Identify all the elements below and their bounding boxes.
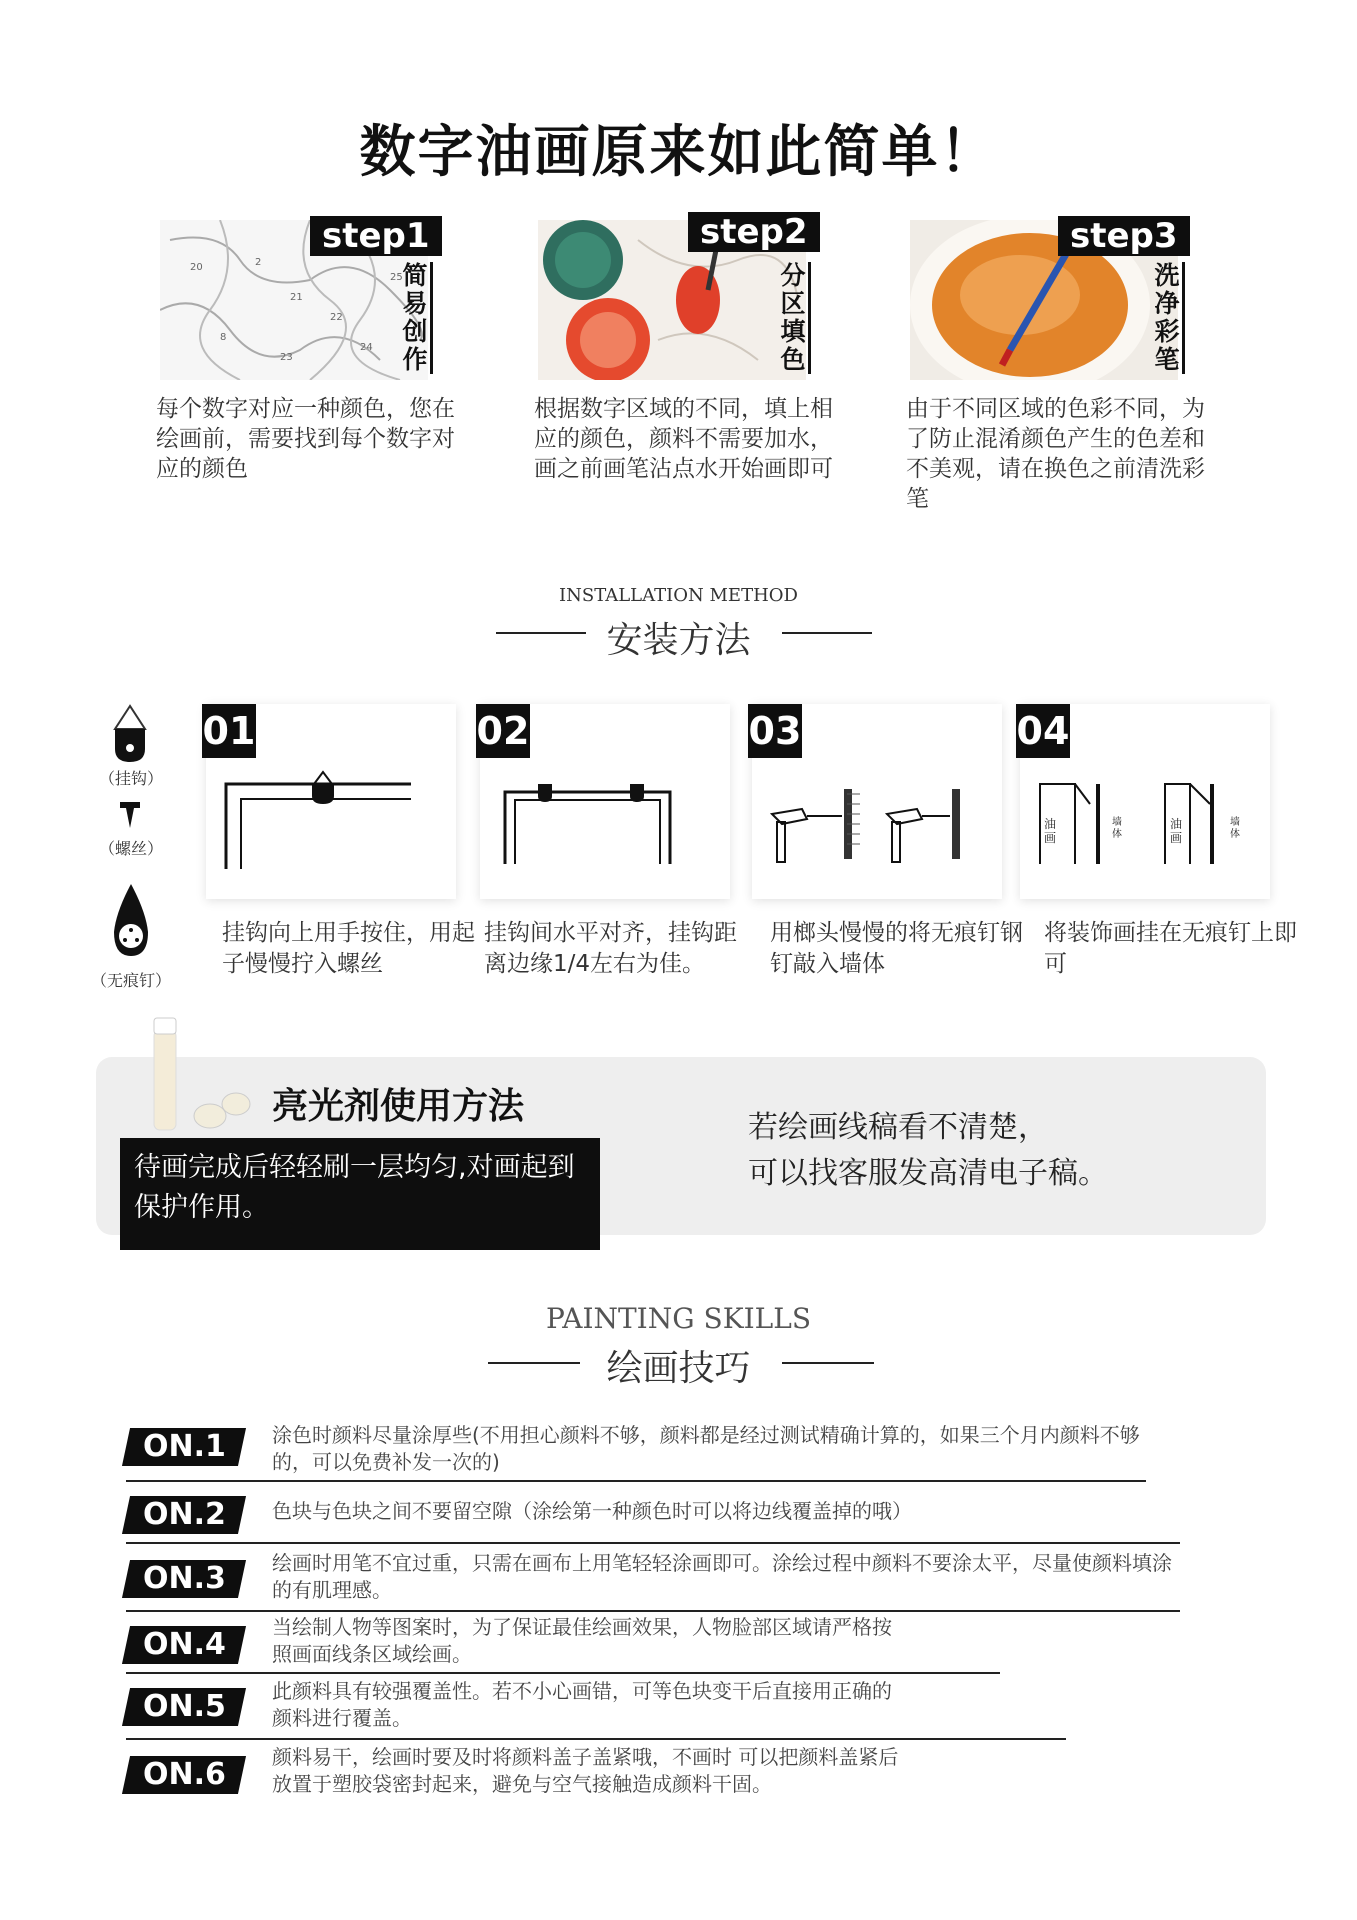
step3-side-label: 洗净彩笔 [1152,262,1185,374]
svg-text:8: 8 [220,332,227,343]
install-step-4-description: 将装饰画挂在无痕钉上即可 [1044,920,1297,977]
step1-side-label: 简易创作 [400,262,433,374]
tip-badge-2 [122,1496,246,1534]
tip-divider [126,1672,1000,1674]
tip-text-6: 颜料易干，绘画时要及时将颜料盖子盖紧哦，不画时 可以把颜料盖紧后放置于塑胶袋密封起来，避免与空气接触造成颜料干固。 [272,1745,899,1796]
skills-title-en: PAINTING SKILLS [545,1302,812,1335]
svg-text:24: 24 [360,342,373,353]
tip-badge-1 [122,1428,246,1466]
svg-text:2: 2 [255,257,262,268]
tip-badge-4 [122,1626,246,1664]
oil-painting-label: 油画 [1170,817,1183,845]
page-title: 数字油画原来如此简单！ [359,120,998,185]
tip-divider [126,1542,1180,1544]
install-step-number-4: 04 [1016,704,1070,758]
install-step-number-3: 03 [748,704,802,758]
gloss-note-line1: 若绘画线稿看不清楚， [748,1110,1048,1145]
wall-label: 墙体 [1230,817,1240,840]
tip-divider [126,1610,1180,1612]
tip-badge-label: ON.5 [142,1689,226,1724]
step1-description: 每个数字对应一种颜色，您在绘画前，需要找到每个数字对应的颜色 [156,396,455,482]
traceless-nail-label: （无痕钉） [90,971,171,990]
installation-title-cn: 安装方法 [606,620,751,661]
svg-text:25: 25 [390,272,403,283]
wall-label: 墙体 [1112,817,1122,840]
divider-line [782,1362,874,1364]
hook-icon [110,704,150,764]
tip-badge-5 [122,1688,246,1726]
tip-badge-6 [122,1756,246,1794]
gloss-bottle-icon [144,1012,254,1132]
step2-tag: step2 [688,212,820,252]
oil-painting-label: 油画 [1044,817,1057,845]
step3-tag: step3 [1058,216,1190,256]
skills-title-cn: 绘画技巧 [606,1348,751,1389]
svg-text:22: 22 [330,312,343,323]
tip-text-1: 涂色时颜料尽量涂厚些(不用担心颜料不够，颜料都是经过测试精确计算的，如果三个月内颜料不够的，可以免费补发一次的) [272,1423,1140,1474]
gloss-description: 待画完成后轻轻刷一层均匀,对画起到保护作用。 [120,1138,600,1250]
tip-divider [126,1480,1146,1482]
hook-label: （挂钩） [98,769,163,788]
tip-badge-3 [122,1560,246,1598]
step1-tag: step1 [310,216,442,256]
install-step-3-description: 用榔头慢慢的将无痕钉钢钉敲入墙体 [770,920,1023,977]
install-step-number-2: 02 [476,704,530,758]
tip-badge-label: ON.6 [142,1757,226,1792]
step2-side-label: 分区填色 [778,262,811,374]
divider-line [782,632,872,634]
tip-badge-label: ON.2 [142,1497,226,1532]
svg-text:20: 20 [190,262,203,273]
step2-description: 根据数字区域的不同，填上相应的颜色，颜料不需要加水，画之前画笔沾点水开始画即可 [534,396,833,482]
svg-text:21: 21 [290,292,303,303]
step3-description: 由于不同区域的色彩不同，为了防止混淆颜色产生的色差和不美观，请在换色之前清洗彩笔 [906,396,1205,512]
install-step-2-description: 挂钩间水平对齐，挂钩距离边缘1/4左右为佳。 [484,920,737,977]
tip-text-4: 当绘制人物等图案时，为了保证最佳绘画效果，人物脸部区域请严格按照画面线条区域绘画。 [272,1615,892,1666]
traceless-nail-icon [108,882,154,958]
installation-title-en: INSTALLATION METHOD [559,585,798,606]
screw-label: （螺丝） [98,839,163,858]
svg-text:23: 23 [280,352,293,363]
tip-text-5: 此颜料具有较强覆盖性。若不小心画错，可等色块变干后直接用正确的颜料进行覆盖。 [272,1679,892,1730]
tip-badge-label: ON.4 [142,1627,226,1662]
screw-icon [118,800,142,830]
tip-badge-label: ON.1 [142,1429,226,1464]
install-step-1-description: 挂钩向上用手按住，用起子慢慢拧入螺丝 [222,920,475,977]
install-step-number-1: 01 [202,704,256,758]
gloss-note-line2: 可以找客服发高清电子稿。 [748,1156,1108,1191]
tip-text-3: 绘画时用笔不宜过重，只需在画布上用笔轻轻涂画即可。涂绘过程中颜料不要涂太平，尽量使颜料填涂的有肌理感。 [272,1551,1172,1602]
gloss-title: 亮光剂使用方法 [272,1086,525,1127]
tip-divider [126,1738,1066,1740]
tip-text-2: 色块与色块之间不要留空隙（涂绘第一种颜色时可以将边线覆盖掉的哦） [272,1499,912,1523]
tip-badge-label: ON.3 [142,1561,226,1596]
